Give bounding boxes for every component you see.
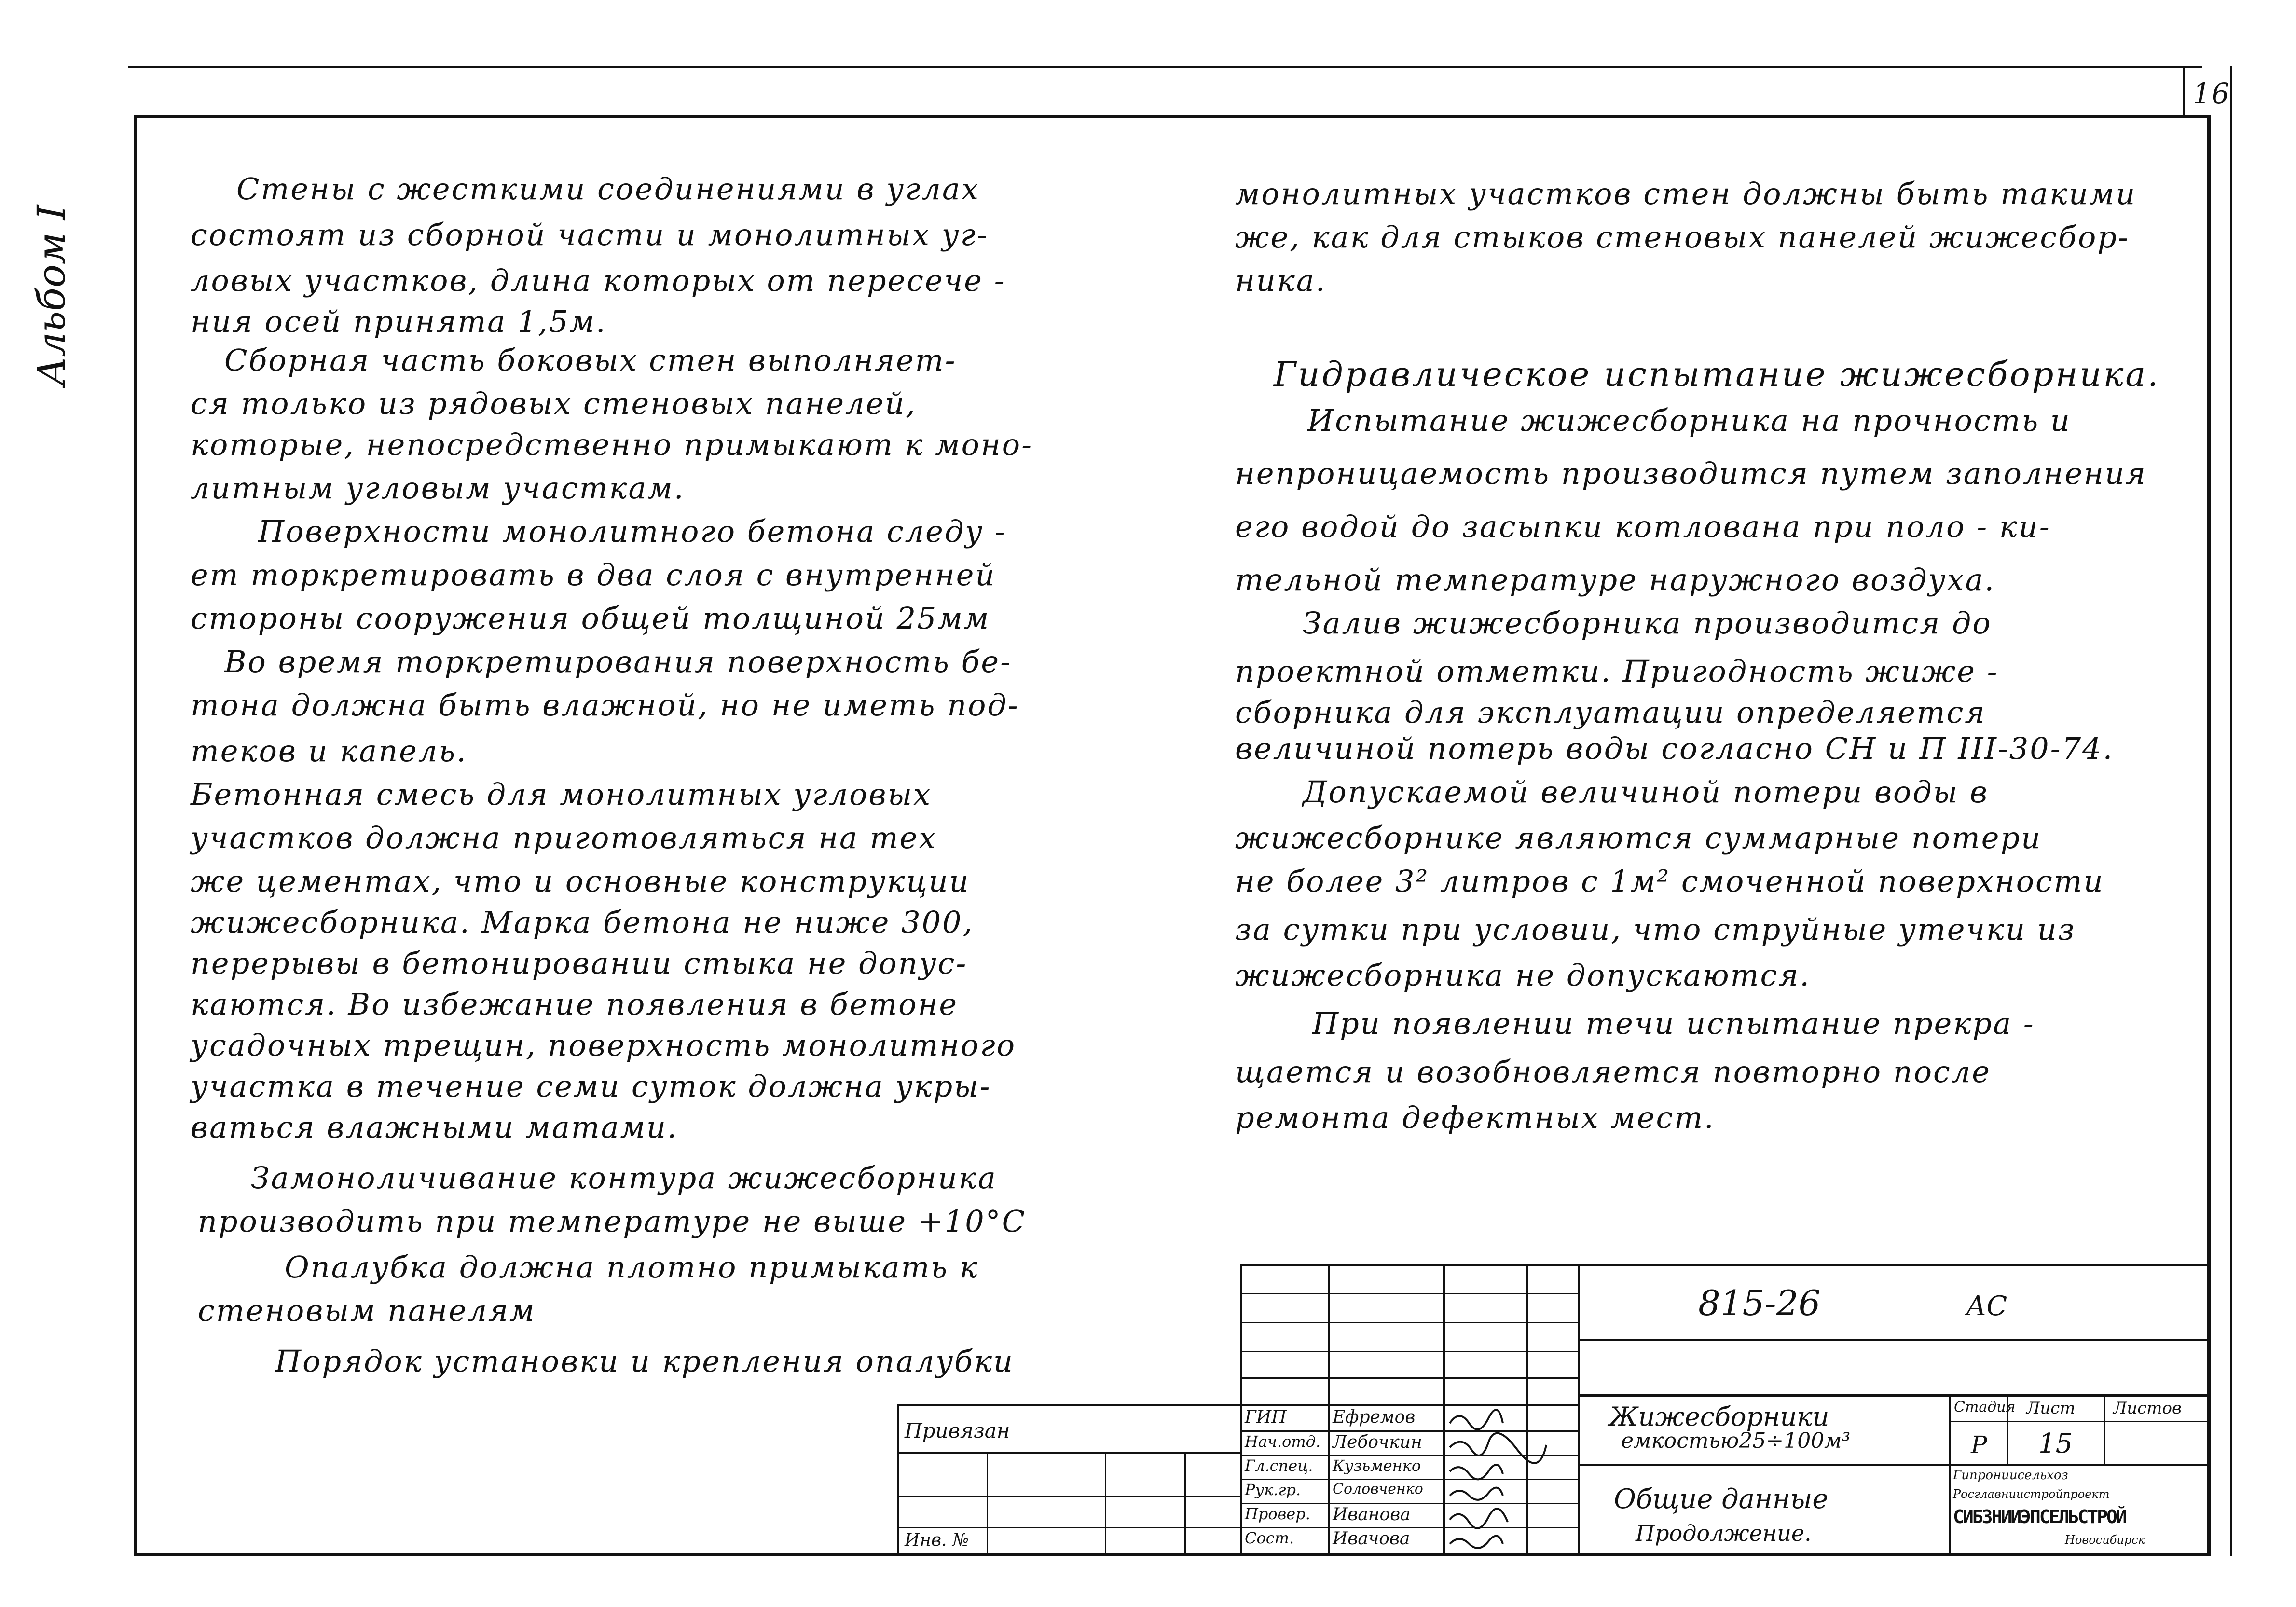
sheet-value: 15 (2038, 1428, 2073, 1459)
person-name: Ефремов (1333, 1407, 1416, 1427)
stamp-row (1240, 1322, 1578, 1323)
stamp-col1 (1328, 1264, 1330, 1553)
stamp-info-col3 (2104, 1394, 2105, 1464)
bound-col (987, 1452, 988, 1553)
left-line: каются. Во избежание появления в бетоне (191, 987, 959, 1022)
frame-right-outer (2230, 66, 2232, 1556)
bound-row (897, 1527, 1241, 1528)
drawing-code: 815-26 (1698, 1283, 1821, 1323)
role-label: Провер. (1245, 1505, 1310, 1523)
stamp-top (1240, 1264, 2210, 1266)
right-line: проектной отметки. Пригодность жиже - (1235, 654, 1999, 689)
left-line: тона должна быть влажной, но не иметь под- (191, 687, 1019, 723)
person-name: Соловченко (1333, 1481, 1423, 1497)
left-line: Во время торкретирования поверхность бе- (224, 644, 1012, 679)
page-number: 16 (2193, 77, 2230, 110)
left-line: Поверхности монолитного бетона следу - (258, 514, 1006, 549)
role-label: Рук.гр. (1245, 1481, 1301, 1499)
right-line: монолитных участков стен должны быть такими (1235, 176, 2137, 211)
side-label (29, 205, 74, 386)
bound-label: Привязан (905, 1419, 1010, 1442)
left-line: Порядок установки и крепления опалубки (275, 1344, 1014, 1379)
top-rule (128, 66, 2202, 68)
stamp-sheet-row (1578, 1464, 2210, 1466)
left-line: перерывы в бетонировании стыка не допус- (191, 946, 968, 981)
left-line: Замоноличивание контура жижесборника (251, 1160, 997, 1195)
left-line: жижесборника. Марка бетона не ниже 300, (191, 905, 974, 940)
right-line: же, как для стыков стеновых панелей жижесбор- (1235, 220, 2130, 255)
side-label-text: Альбом I (29, 205, 74, 386)
right-line: щается и возобновляется повторно после (1235, 1054, 1991, 1089)
right-line: жижесборнике являются суммарные потери (1235, 820, 2042, 855)
role-label: ГИП (1245, 1407, 1287, 1427)
right-line: Залив жижесборника производится до (1303, 605, 1992, 641)
inv-label: Инв. № (905, 1530, 969, 1550)
sheet-title: Общие данные (1614, 1483, 1829, 1515)
stamp-code-row (1578, 1339, 2210, 1341)
right-line: тельной температуре наружного воздуха. (1235, 562, 1996, 597)
stamp-row (1240, 1377, 1578, 1379)
left-line: которые, непосредственно примыкают к моно- (191, 427, 1033, 462)
right-line: ника. (1235, 263, 1327, 298)
sheets-header: Листов (2113, 1399, 2182, 1418)
right-line: величиной потерь воды согласно СН и П III-30-74. (1235, 731, 2114, 766)
left-line: ловых участков, длина которых от пересече - (191, 263, 1006, 298)
stage-value: Р (1971, 1431, 1987, 1459)
bound-row (897, 1496, 1241, 1497)
left-line: участка в течение семи суток должна укры- (191, 1069, 991, 1104)
frame-bottom (134, 1553, 2209, 1556)
left-line: стеновым панелям (198, 1293, 536, 1328)
stamp-row (1240, 1293, 1578, 1294)
stamp-info-row (1949, 1421, 2210, 1422)
right-line: При появлении течи испытание прекра - (1312, 1006, 2035, 1041)
stamp-left (1240, 1264, 1242, 1553)
stamp-title-row (1578, 1394, 2210, 1397)
left-line: литным угловым участкам. (191, 470, 685, 506)
bound-left (897, 1404, 899, 1553)
bound-col (1184, 1452, 1186, 1553)
object-title: Жижесборники (1609, 1401, 1829, 1432)
org-line-4: Новосибирск (2065, 1533, 2145, 1547)
right-line: Испытание жижесборника на прочность и (1307, 403, 2071, 438)
right-line: жижесборника не допускаются. (1235, 958, 1811, 993)
right-line: его водой до засыпки котлована при поло - ки- (1235, 509, 2051, 544)
left-line: же цементах, что и основные конструкции (191, 864, 970, 899)
right-line: ремонта дефектных мест. (1235, 1100, 1715, 1135)
left-line: ет торкретировать в два слоя с внутренней (191, 557, 996, 592)
frame-left (134, 115, 137, 1556)
left-line: Стены с жесткими соединениями в углах (236, 171, 980, 206)
role-label: Нач.отд. (1245, 1432, 1321, 1451)
right-line: за сутки при условии, что струйные утечки из (1235, 912, 2076, 947)
left-line: производить при температуре не выше +10°С (198, 1204, 1027, 1239)
left-line: состоят из сборной части и монолитных уг- (191, 217, 989, 252)
left-line: усадочных трещин, поверхность монолитного (191, 1028, 1017, 1063)
org-line-2: Росглавниистройпроект (1953, 1487, 2110, 1501)
left-line: ния осей принята 1,5м. (191, 304, 607, 339)
person-name: Ивачова (1333, 1529, 1410, 1549)
sheet-subtitle: Продолжение. (1636, 1520, 1812, 1546)
person-name: Иванова (1333, 1505, 1411, 1525)
right-line: сборника для эксплуатации определяется (1235, 695, 1986, 730)
page-number-box-left (2183, 66, 2185, 115)
stamp-row (1240, 1351, 1578, 1352)
stamp-col4 (1578, 1264, 1580, 1553)
right-line: непроницаемость производится путем заполнения (1235, 456, 2147, 491)
stage-header: Стадия (1954, 1399, 2016, 1415)
drawing-mark: АС (1966, 1291, 2007, 1322)
signatures (1445, 1404, 1575, 1553)
left-line: Опалубка должна плотно примыкать к (285, 1250, 979, 1285)
left-line: стороны сооружения общей толщиной 25мм (191, 601, 990, 636)
left-line: ся только из рядовых стеновых панелей, (191, 386, 917, 421)
bound-col (1105, 1452, 1106, 1553)
left-line: теков и капель. (191, 733, 467, 769)
right-line: не более 3² литров с 1м² смоченной поверхности (1235, 864, 2104, 899)
bound-row (897, 1452, 1241, 1454)
bound-top (897, 1404, 1241, 1406)
object-capacity: емкостью25÷100м³ (1621, 1428, 1851, 1453)
sheet-header: Лист (2026, 1399, 2076, 1418)
person-name: Лебочкин (1333, 1432, 1422, 1452)
left-line: Бетонная смесь для монолитных угловых (191, 777, 932, 812)
org-line-3: СИБЗНИИЭПСЕЛЬСТРОЙ (1953, 1506, 2126, 1527)
right-line: Допускаемой величиной потери воды в (1303, 774, 1989, 810)
left-line: ваться влажными матами. (191, 1110, 678, 1145)
left-line: Сборная часть боковых стен выполняет- (224, 343, 957, 378)
left-line: участков должна приготовляться на тех (191, 820, 937, 855)
stamp-info-col (1949, 1394, 1951, 1553)
right-line heading: Гидравлическое испытание жижесборника. (1274, 355, 2160, 394)
person-name: Кузьменко (1333, 1456, 1421, 1475)
frame-top (134, 115, 2209, 118)
role-label: Сост. (1245, 1529, 1294, 1547)
org-line-1: Гипрониисельхоз (1953, 1468, 2068, 1483)
role-label: Гл.спец. (1245, 1456, 1313, 1475)
